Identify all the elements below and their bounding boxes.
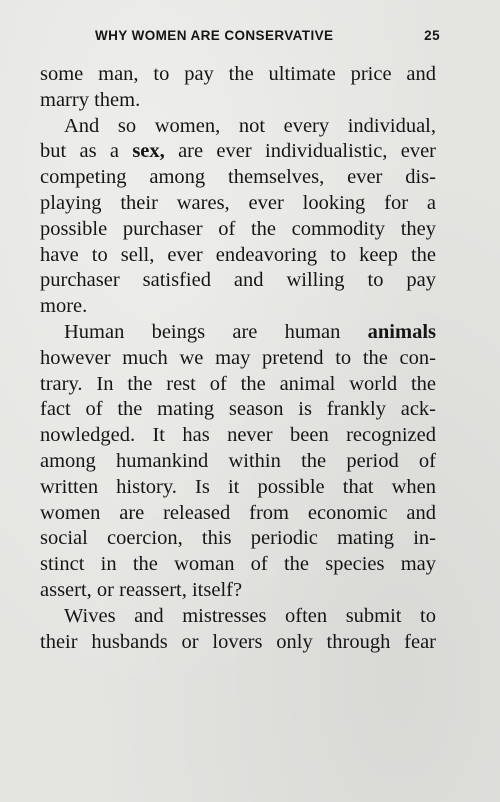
text-line: more. — [40, 295, 88, 318]
text-span: Human beings are human — [64, 320, 341, 343]
text-line: marry them. — [40, 88, 141, 111]
text-line: nowledged. It has never been recognized — [40, 424, 436, 447]
text-line — [40, 320, 436, 346]
text-line: among humankind within the period of — [40, 449, 436, 472]
emphasized-word: sex, — [132, 140, 165, 163]
text-line: women are released from economic and — [40, 501, 436, 524]
text-line: Wives and mistresses often submit to — [64, 604, 436, 627]
text-line: competing among themselves, ever dis- — [40, 166, 436, 189]
paragraph-4 — [40, 604, 436, 656]
text-line: playing their wares, ever looking for a — [40, 191, 436, 214]
text-line: have to sell, ever endeavoring to keep the — [40, 243, 436, 266]
text-line: purchaser satisfied and willing to pay — [40, 269, 436, 292]
text-line: stinct in the woman of the species may — [40, 553, 436, 576]
text-line: some man, to pay the ultimate price and — [40, 63, 436, 85]
text-line: possible purchaser of the commodity they — [40, 217, 436, 240]
text-line: however much we may pretend to the con- — [40, 346, 436, 369]
paragraph-1 — [40, 62, 436, 114]
text-line: assert, or reassert, itself? — [40, 578, 243, 601]
running-title: WHY WOMEN ARE CONSERVATIVE — [95, 28, 334, 43]
text-line — [40, 139, 436, 165]
running-head — [95, 28, 440, 50]
text-line: their husbands or lovers only through fear — [40, 630, 436, 653]
body-text — [40, 62, 436, 655]
page-number: 25 — [424, 28, 440, 43]
paragraph-3 — [40, 320, 436, 604]
emphasized-word: animals — [367, 320, 436, 343]
text-line: And so women, not every individual, — [64, 114, 436, 137]
text-line: written history. Is it possible that when — [40, 475, 436, 498]
paragraph-2 — [40, 114, 436, 320]
text-line: social coercion, this periodic mating in- — [40, 527, 436, 550]
text-line: fact of the mating season is frankly ack- — [40, 398, 436, 421]
text-line: trary. In the rest of the animal world the — [40, 372, 436, 395]
text-span: but as a — [40, 140, 119, 163]
text-span: are ever individualistic, ever — [178, 140, 437, 163]
